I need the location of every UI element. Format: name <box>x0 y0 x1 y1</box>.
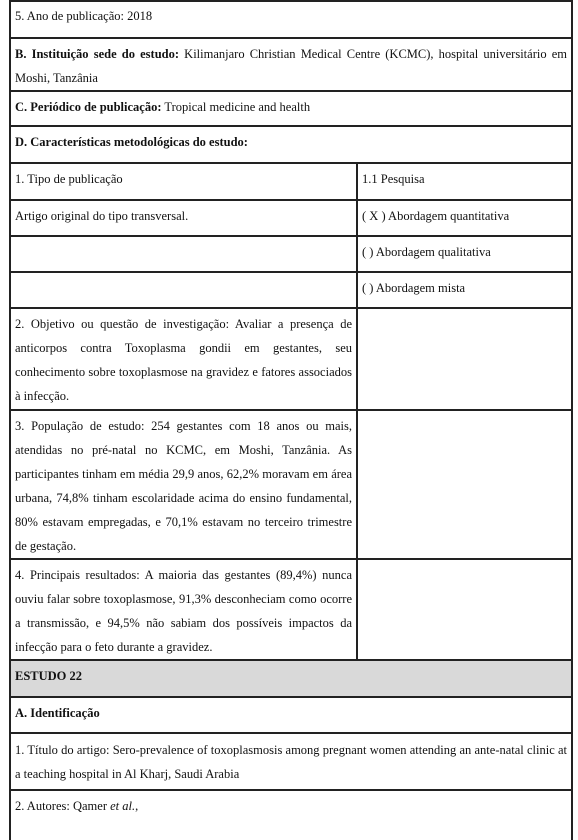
row-qualitative <box>10 236 572 272</box>
mixed-approach-option: ( ) Abordagem mista <box>362 281 466 295</box>
authors-suffix: , <box>135 799 139 813</box>
row-identification <box>10 697 572 733</box>
article-title: 1. Título do artigo: Sero-prevalence of toxoplasmosis among pregnant women attending an ante-natal clinic at a teaching hospital in Al Kharj, Saudi Arabia <box>15 743 567 781</box>
row-publication-type <box>10 163 572 200</box>
results-cell <box>10 559 357 660</box>
research-label: 1.1 Pesquisa <box>362 172 425 186</box>
periodical-label: C. Periódico de publicação: <box>15 100 162 114</box>
mixed-cell <box>357 272 572 308</box>
publication-year: 5. Ano de publicação: 2018 <box>15 9 153 23</box>
institution-value: Kilimanjaro Christian Medical Centre (KCMC), hospital universitário em Moshi, Tanzânia <box>15 47 568 85</box>
empty-cell <box>357 410 572 559</box>
empty-cell <box>357 559 572 660</box>
study-22-header-cell <box>10 660 572 697</box>
row-objective <box>10 308 572 410</box>
authors-cell <box>10 790 572 840</box>
pub-type-label-cell <box>10 163 357 200</box>
row-results <box>10 559 572 660</box>
institution-label: B. Instituição sede do estudo: <box>15 47 180 61</box>
objective-text: 2. Objetivo ou questão de investigação: Avaliar a presença de anticorpos contra Toxoplasma gondii em gestantes, seu conhecimento sobre toxoplasmose na gravidez e fatores associados à infecção. <box>15 317 352 403</box>
objective-cell <box>10 308 357 410</box>
row-periodical <box>10 91 572 126</box>
pub-type-label: 1. Tipo de publicação <box>15 172 123 186</box>
row-authors <box>10 790 572 840</box>
row-article-title <box>10 733 572 790</box>
results-text: 4. Principais resultados: A maioria das gestantes (89,4%) nunca ouviu falar sobre toxoplasmose, 91,3% desconheciam como ocorre a transmissão, e 94,5% não sabiam dos possíveis impactos da infecção para o feto durante a gravidez. <box>15 568 352 654</box>
authors-et-al: et al. <box>110 799 136 813</box>
row-institution <box>10 38 572 91</box>
article-type: Artigo original do tipo transversal. <box>15 209 189 223</box>
identification-cell <box>10 697 572 733</box>
quantitative-approach-option: ( X ) Abordagem quantitativa <box>362 209 510 223</box>
empty-cell <box>357 308 572 410</box>
year-cell <box>10 1 572 38</box>
research-label-cell <box>357 163 572 200</box>
periodical-value: Tropical medicine and health <box>164 100 311 114</box>
population-cell <box>10 410 357 559</box>
methods-heading: D. Características metodológicas do estudo: <box>15 135 248 149</box>
population-text: 3. População de estudo: 254 gestantes com 18 anos ou mais, atendidas no pré-natal no KCMC, em Moshi, Tanzânia. As participantes tinham em média 29,9 anos, 62,2% moravam em área urbana, 74,8% tinham escolaridade acima do ensino fundamental, 80% estavam empregadas, e 70,1% estavam no terceiro trimestre de gestação. <box>15 419 352 553</box>
periodical-cell <box>10 91 572 126</box>
empty-cell <box>10 272 357 308</box>
quant-cell <box>357 200 572 236</box>
row-mixed <box>10 272 572 308</box>
article-title-cell <box>10 733 572 790</box>
empty-cell <box>10 236 357 272</box>
identification-heading: A. Identificação <box>15 706 100 720</box>
methods-heading-cell <box>10 126 572 163</box>
row-study-22-header <box>10 660 572 697</box>
institution-cell <box>10 38 572 91</box>
row-year <box>10 1 572 38</box>
study-extraction-document <box>9 0 571 840</box>
qualitative-approach-option: ( ) Abordagem qualitativa <box>362 245 491 259</box>
qual-cell <box>357 236 572 272</box>
study-table <box>9 0 573 840</box>
row-methods-heading <box>10 126 572 163</box>
row-article-type <box>10 200 572 236</box>
article-type-cell <box>10 200 357 236</box>
authors-prefix: 2. Autores: Qamer <box>15 799 111 813</box>
study-22-heading: ESTUDO 22 <box>15 669 83 683</box>
row-population <box>10 410 572 559</box>
